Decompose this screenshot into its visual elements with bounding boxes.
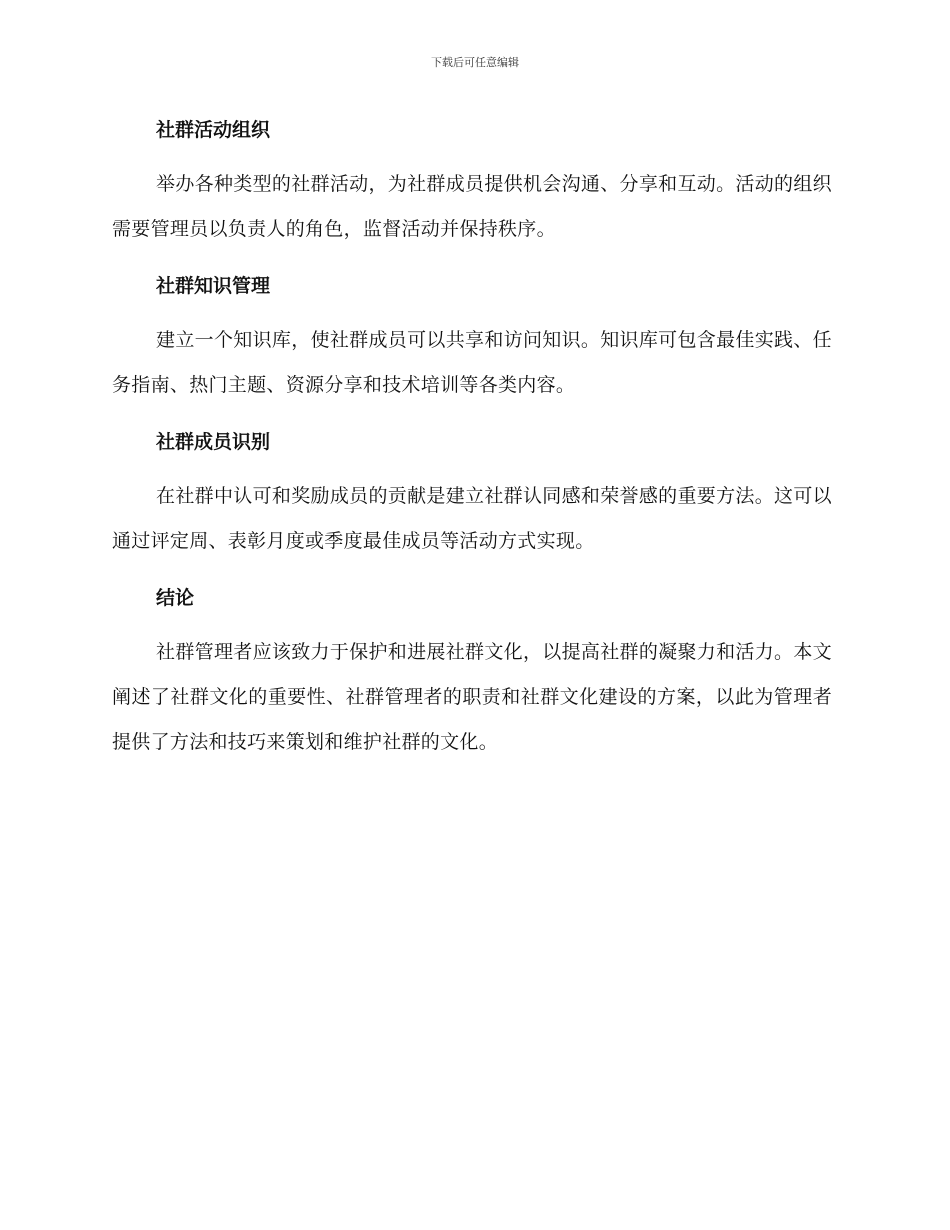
document-body [112, 108, 832, 777]
section-member-recognition [112, 420, 832, 564]
section-paragraph: 在社群中认可和奖励成员的贡献是建立社群认同感和荣誉感的重要方法。这可以通过评定周、表彰月度或季度最佳成员等活动方式实现。 [112, 485, 832, 552]
section-activity-organization [112, 108, 832, 252]
section-paragraph: 社群管理者应该致力于保护和进展社群文化，以提高社群的凝聚力和活力。本文阐述了社群文化的重要性、社群管理者的职责和社群文化建设的方案，以此为管理者提供了方法和技巧来策划和维护社群的文化。 [112, 641, 832, 753]
section-knowledge-management [112, 264, 832, 408]
section-paragraph: 举办各种类型的社群活动，为社群成员提供机会沟通、分享和互动。活动的组织需要管理员以负责人的角色，监督活动并保持秩序。 [112, 173, 832, 240]
section-heading: 结论 [156, 587, 195, 609]
page-header-note: 下载后可任意编辑 [431, 56, 519, 69]
section-paragraph: 建立一个知识库，使社群成员可以共享和访问知识。知识库可包含最佳实践、任务指南、热门主题、资源分享和技术培训等各类内容。 [112, 329, 832, 396]
section-heading: 社群活动组织 [156, 119, 271, 141]
section-conclusion [112, 576, 832, 765]
section-heading: 社群知识管理 [156, 275, 271, 297]
section-heading: 社群成员识别 [156, 431, 271, 453]
